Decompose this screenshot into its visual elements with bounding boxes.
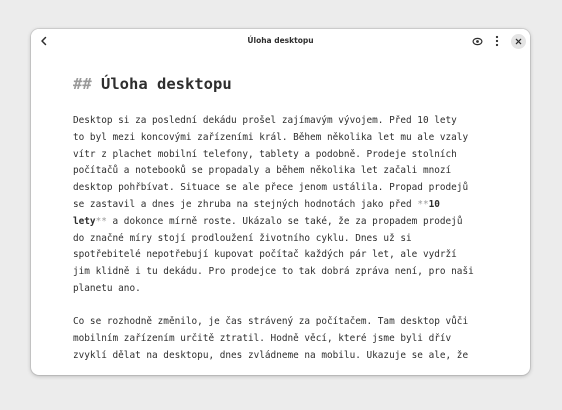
- text-line: [73, 214, 493, 231]
- close-icon: [515, 38, 522, 45]
- text-line: jim klidně i tu dekádu. Pro prodejce to tak dobrá zpráva není, pro naši: [73, 266, 474, 278]
- text-line: počítačů a notebooků se propadaly a během několika let začali mnozí: [73, 165, 452, 177]
- headerbar: [31, 29, 530, 53]
- heading-text: Úloha desktopu: [101, 75, 232, 93]
- back-button[interactable]: [35, 32, 53, 50]
- text-span: a dokonce mírně roste. Ukázalo se také, že za propadem prodejů: [106, 215, 463, 227]
- text-line: mobilním zařízením určitě ztratil. Hodně věcí, které jsme byli dřív: [73, 333, 452, 345]
- bold-markdown-marker: **: [417, 198, 429, 210]
- bold-text: lety: [73, 215, 96, 227]
- text-line: desktop pohřbívat. Situace se ale přece jenom ustálila. Propad prodejů: [73, 182, 469, 194]
- text-line: Co se rozhodně změnilo, je čas strávený za počítačem. Tam desktop vůči: [73, 316, 469, 328]
- editor-window: [31, 29, 530, 375]
- main-menu-button[interactable]: [488, 32, 506, 50]
- document-heading: [73, 74, 493, 94]
- text-line: planetu ano.: [73, 282, 141, 294]
- close-button[interactable]: [509, 32, 527, 50]
- window-title: Úloha desktopu: [247, 36, 314, 45]
- text-line: Desktop si za poslední dekádu prošel zajímavým vývojem. Před 10 lety: [73, 115, 457, 126]
- text-line: spotřebitelé nepotřebují kupovat počítač každých pár let, ale vydrží: [73, 249, 457, 261]
- text-line: [73, 197, 493, 214]
- bold-markdown-marker: **: [95, 215, 107, 227]
- preview-button[interactable]: [468, 32, 486, 50]
- document-editor[interactable]: [73, 69, 493, 365]
- heading-markdown-marker: ##: [73, 75, 92, 93]
- bold-text: 10: [428, 198, 440, 210]
- chevron-left-icon: [39, 36, 49, 46]
- text-span: se zastavil a dnes je zhruba na stejných hodnotách jako před: [73, 198, 418, 210]
- text-line: vítr z plachet mobilní telefony, tablety a podobně. Prodeje stolních: [73, 148, 457, 160]
- text-line: to byl mezi koncovými zařízeními král. Během několika let mu ale vzaly: [73, 131, 469, 143]
- text-line: do značné míry stojí prodloužení životního cyklu. Dnes už si: [73, 232, 412, 244]
- paragraph-2: [73, 314, 493, 364]
- paragraph-1: [73, 113, 493, 298]
- eye-icon: [472, 36, 483, 47]
- close-button-background: [511, 34, 526, 49]
- text-line: zvyklí dělat na desktopu, dnes zvládneme na mobilu. Ukazuje se ale, že: [73, 349, 469, 361]
- vertical-dots-icon: [492, 35, 502, 47]
